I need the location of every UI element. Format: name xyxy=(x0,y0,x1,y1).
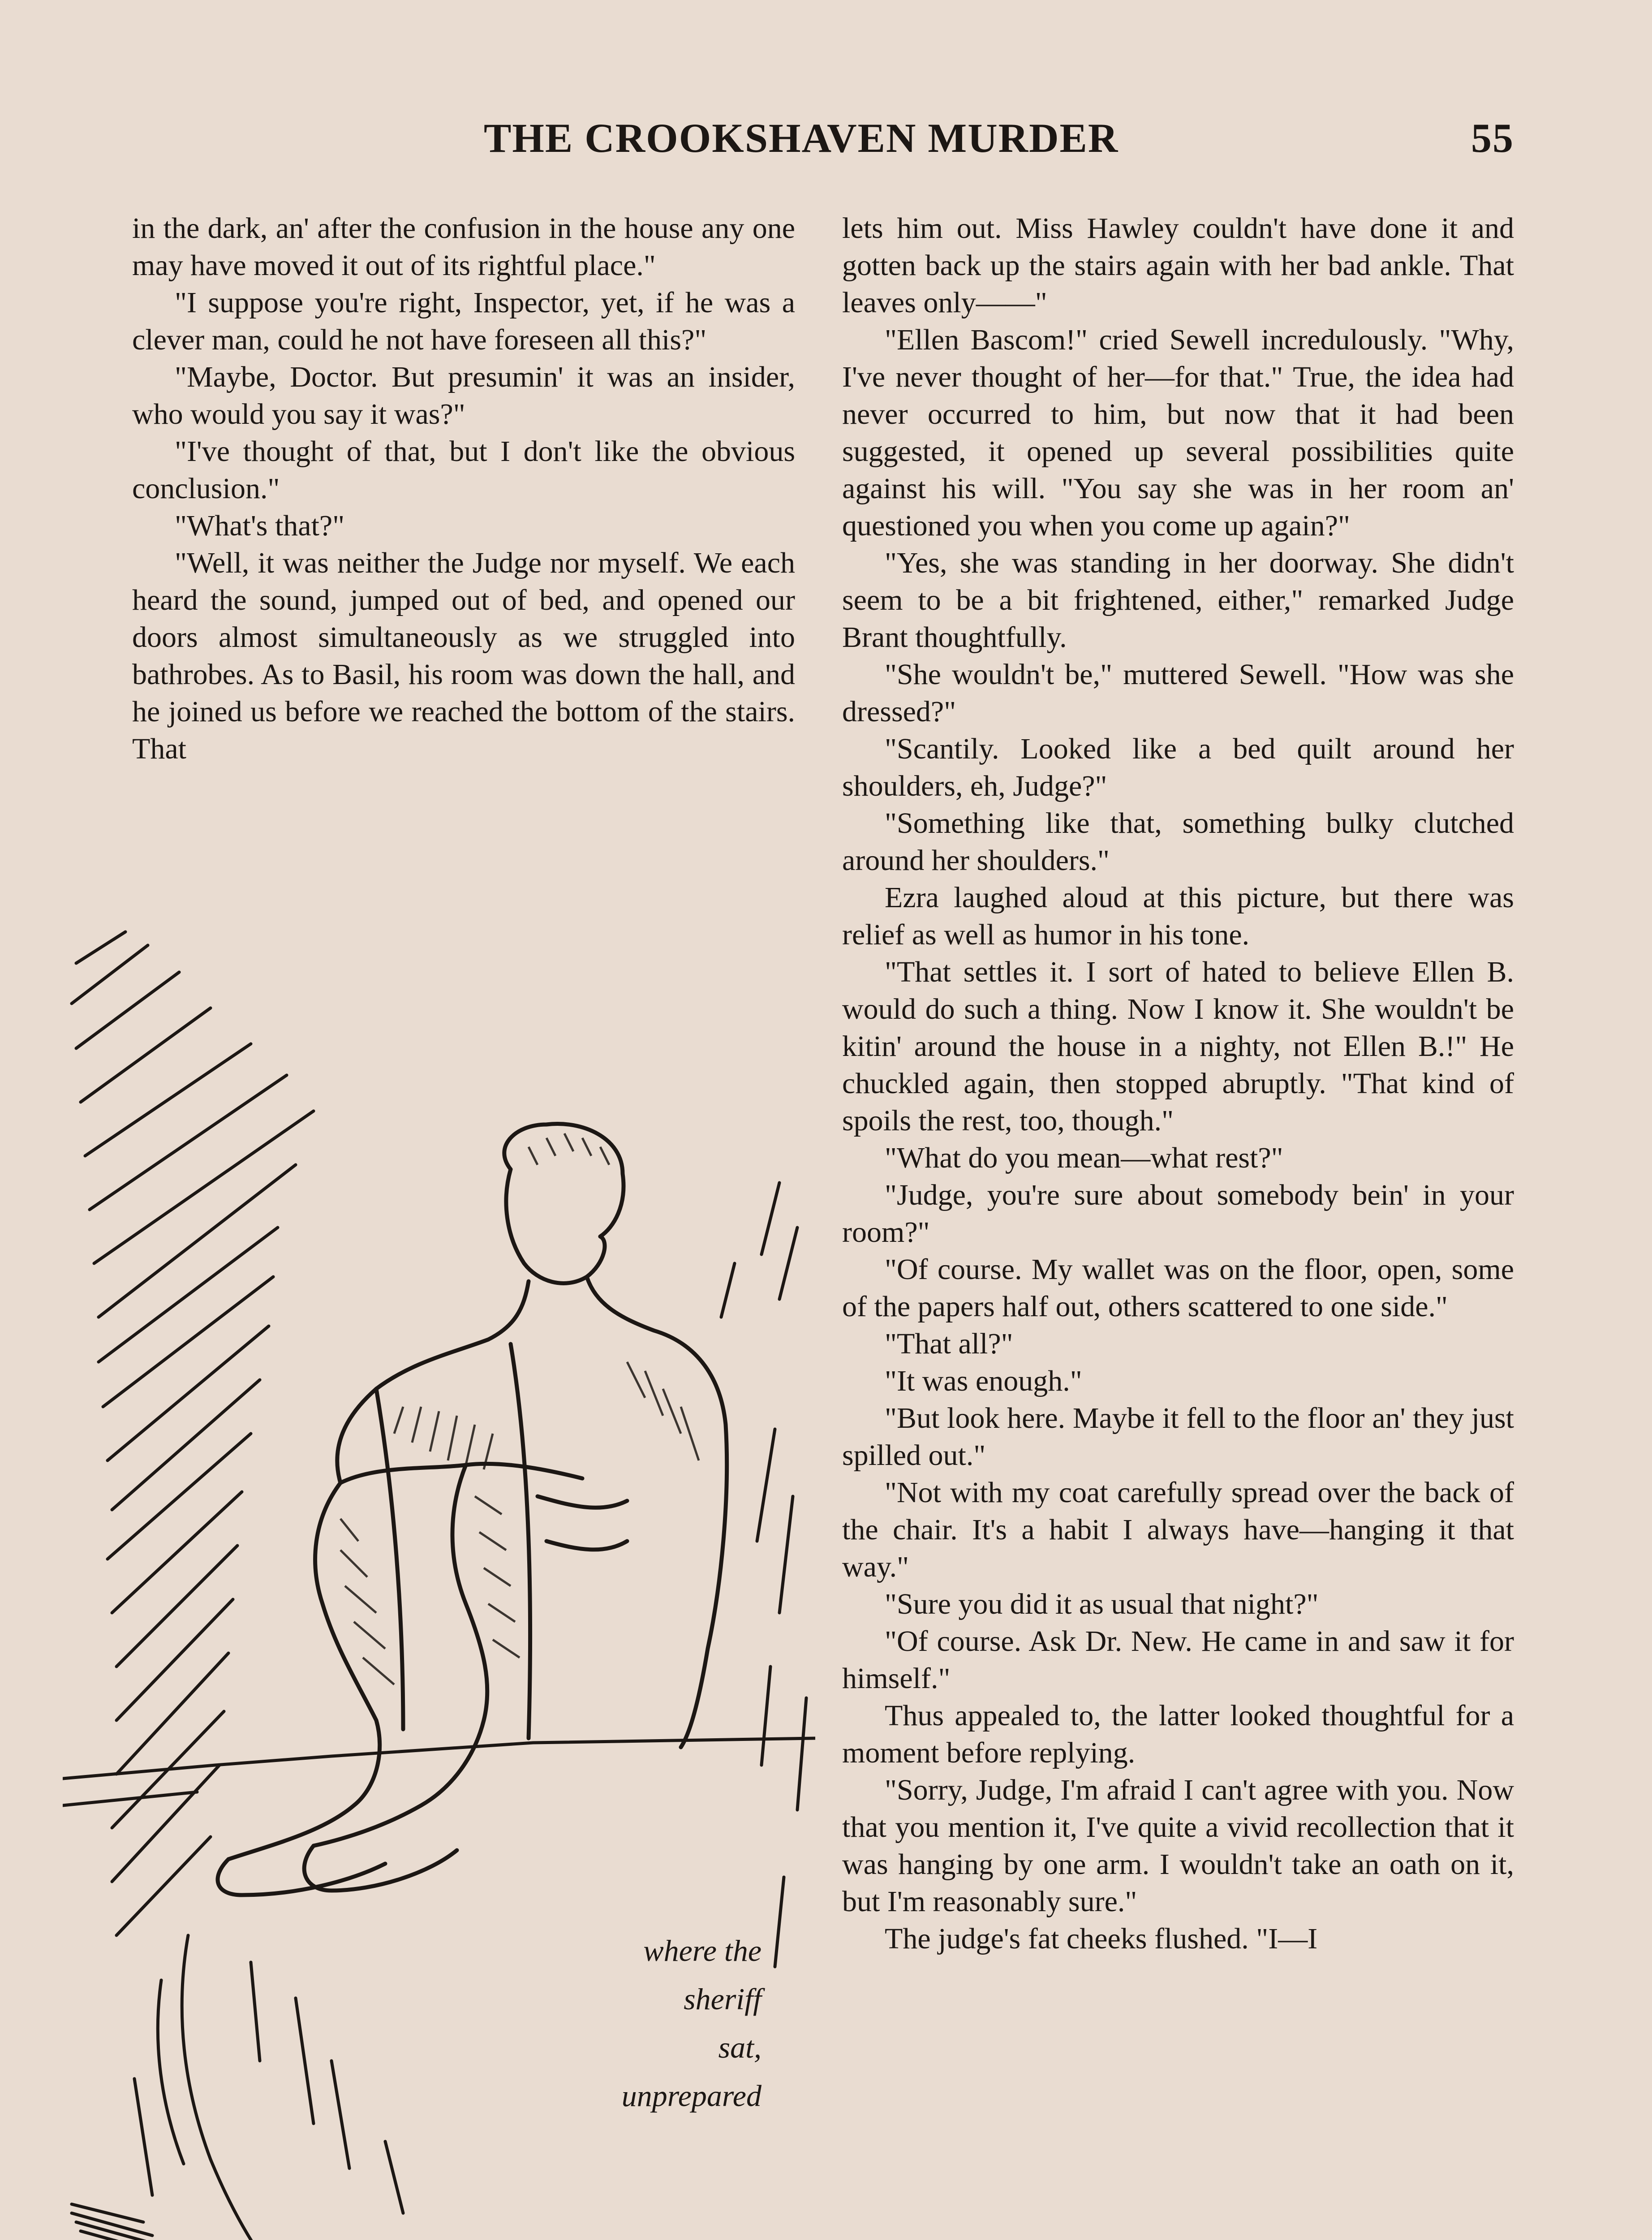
paragraph: "Something like that, something bulky clutched around her shoulders." xyxy=(842,807,1514,877)
paragraph: "Sorry, Judge, I'm afraid I can't agree with you. Now that you mention it, I've quite a vivid recollection that it was hanging by one arm. I wouldn't take an oath on it, but I'm reasonably sure." xyxy=(842,1774,1514,1918)
left-column-text xyxy=(132,210,795,767)
right-column-text xyxy=(842,210,1514,1957)
paragraph: "Ellen Bascom!" cried Sewell incredulously. "Why, I've never thought of her—for that." True, the idea had never occurred to him, but now that it had been suggested, it opened up several possibilities quite against his will. "You say she was in her room an' questioned you when you come up again?" xyxy=(842,323,1514,542)
paragraph: Thus appealed to, the latter looked thoughtful for a moment before replying. xyxy=(842,1699,1514,1769)
caption-line: where the xyxy=(643,1934,761,1968)
paragraph: "I suppose you're right, Inspector, yet, if he was a clever man, could he not have foreseen all this?" xyxy=(132,286,795,356)
paragraph: The judge's fat cheeks flushed. "I—I xyxy=(885,1922,1318,1955)
running-header xyxy=(484,114,1514,177)
paragraph: "Sure you did it as usual that night?" xyxy=(885,1588,1319,1620)
paragraph: "Yes, she was standing in her doorway. She didn't seem to be a bit frightened, either," remarked Judge Brant thoughtfully. xyxy=(842,547,1514,654)
paragraph: "But look here. Maybe it fell to the floor an' they just spilled out." xyxy=(842,1402,1514,1472)
paragraph: "I've thought of that, but I don't like the obvious conclusion." xyxy=(132,435,795,505)
paragraph: "Well, it was neither the Judge nor myself. We each heard the sound, jumped out of bed, and opened our doors almost simultaneously as we struggled into bathrobes. As to Basil, his room was down the hall, and he joined us before we reached the bottom of the stairs. That xyxy=(132,547,795,765)
paragraph: in the dark, an' after the confusion in the house any one may have moved it out of its rightful place." xyxy=(132,212,795,282)
caption-line: sheriff xyxy=(684,1982,761,2016)
paragraph: "What do you mean—what rest?" xyxy=(885,1142,1283,1174)
caption-line: sat, xyxy=(718,2030,761,2064)
paragraph: "That all?" xyxy=(885,1327,1013,1360)
paragraph: "Maybe, Doctor. But presumin' it was an insider, who would you say it was?" xyxy=(132,361,795,431)
paragraph: Ezra laughed aloud at this picture, but there was relief as well as humor in his tone. xyxy=(842,881,1514,951)
paragraph: "Judge, you're sure about somebody bein' in your room?" xyxy=(842,1179,1514,1249)
paragraph: lets him out. Miss Hawley couldn't have done it and gotten back up the stairs again with her bad ankle. That leaves only——" xyxy=(842,212,1514,319)
illustration-caption xyxy=(546,1926,761,2120)
paragraph: "Of course. Ask Dr. New. He came in and saw it for himself." xyxy=(842,1625,1514,1695)
paragraph: "She wouldn't be," muttered Sewell. "How was she dressed?" xyxy=(842,658,1514,728)
caption-line: unprepared xyxy=(621,2079,761,2113)
paragraph: "Scantily. Looked like a bed quilt around her shoulders, eh, Judge?" xyxy=(842,732,1514,802)
paragraph: "What's that?" xyxy=(175,509,345,542)
paragraph: "It was enough." xyxy=(885,1365,1082,1397)
paragraph: "Of course. My wallet was on the floor, open, some of the papers half out, others scattered to one side." xyxy=(842,1253,1514,1323)
paragraph: "That settles it. I sort of hated to believe Ellen B. would do such a thing. Now I know it. She wouldn't be kitin' around the house in a nighty, not Ellen B.!" He chuckled again, then stopped abruptly. "That kind of spoils the rest, too, though." xyxy=(842,956,1514,1137)
paragraph: "Not with my coat carefully spread over the back of the chair. It's a habit I always have—hanging it that way." xyxy=(842,1476,1514,1583)
page-number: 55 xyxy=(1471,115,1514,161)
running-title: THE CROOKSHAVEN MURDER xyxy=(484,115,1119,161)
